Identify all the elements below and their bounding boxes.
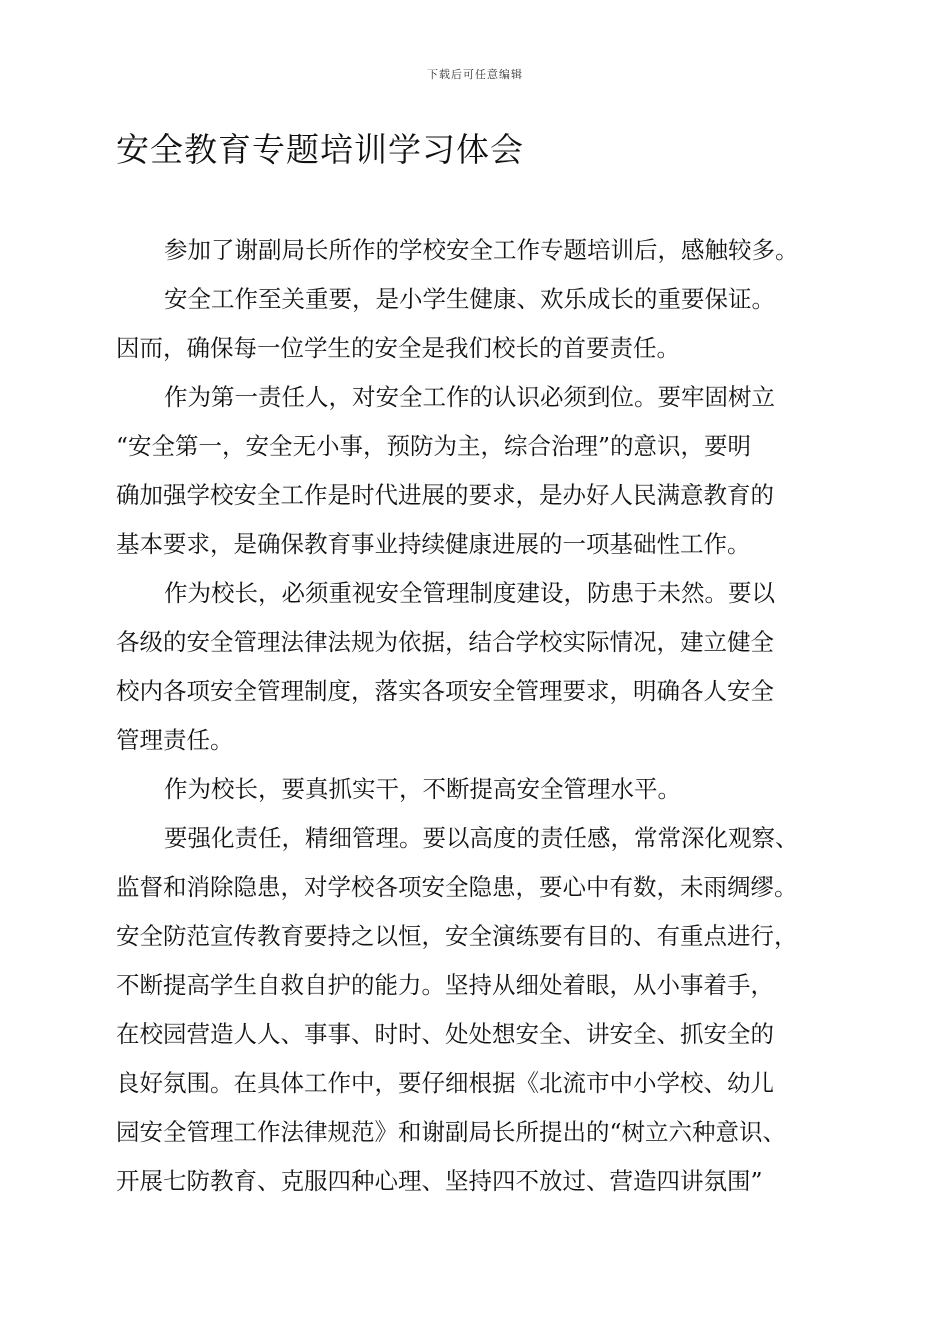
page-header-note: 下载后可任意编辑 bbox=[427, 68, 523, 81]
body-text-line: 作为第一责任人，对安全工作的认识必须到位。要牢固树立 bbox=[164, 383, 775, 411]
body-text-line: 因而，确保每一位学生的安全是我们校长的首要责任。 bbox=[116, 334, 680, 362]
body-text-line: 作为校长，要真抓实干，不断提高安全管理水平。 bbox=[164, 775, 681, 803]
body-text-line: 参加了谢副局长所作的学校安全工作专题培训后，感触较多。 bbox=[164, 236, 799, 264]
document-title: 安全教育专题培训学习体会 bbox=[116, 130, 524, 169]
document-body bbox=[116, 226, 846, 1206]
body-text-line: 校内各项安全管理制度，落实各项安全管理要求，明确各人安全 bbox=[116, 677, 774, 705]
body-text-line: 良好氛围。在具体工作中，要仔细根据《北流市中小学校、幼儿 bbox=[116, 1069, 774, 1097]
body-text-line: 安全防范宣传教育要持之以恒，安全演练要有目的、有重点进行， bbox=[116, 922, 798, 950]
body-text-line: 要强化责任，精细管理。要以高度的责任感，常常深化观察、 bbox=[164, 824, 799, 852]
body-text-line: 不断提高学生自救自护的能力。坚持从细处着眼，从小事着手， bbox=[116, 971, 774, 999]
body-text-line: 在校园营造人人、事事、时时、处处想安全、讲安全、抓安全的 bbox=[116, 1020, 774, 1048]
body-text-line: 管理责任。 bbox=[116, 726, 234, 754]
body-text-line: 园安全管理工作法律规范》和谢副局长所提出的“树立六种意识、 bbox=[116, 1118, 787, 1146]
body-text-line: 确加强学校安全工作是时代进展的要求，是办好人民满意教育的 bbox=[116, 481, 774, 509]
body-text-line: 监督和消除隐患，对学校各项安全隐患，要心中有数，未雨绸缪。 bbox=[116, 873, 798, 901]
body-text-line: “安全第一，安全无小事，预防为主，综合治理”的意识，要明 bbox=[116, 432, 752, 460]
body-text-line: 开展七防教育、克服四种心理、坚持四不放过、营造四讲氛围” bbox=[116, 1167, 763, 1195]
body-text-line: 基本要求，是确保教育事业持续健康进展的一项基础性工作。 bbox=[116, 530, 751, 558]
body-text-line: 作为校长，必须重视安全管理制度建设，防患于未然。要以 bbox=[164, 579, 775, 607]
body-text-line: 安全工作至关重要，是小学生健康、欢乐成长的重要保证。 bbox=[164, 285, 775, 313]
body-text-line: 各级的安全管理法律法规为依据，结合学校实际情况，建立健全 bbox=[116, 628, 774, 656]
